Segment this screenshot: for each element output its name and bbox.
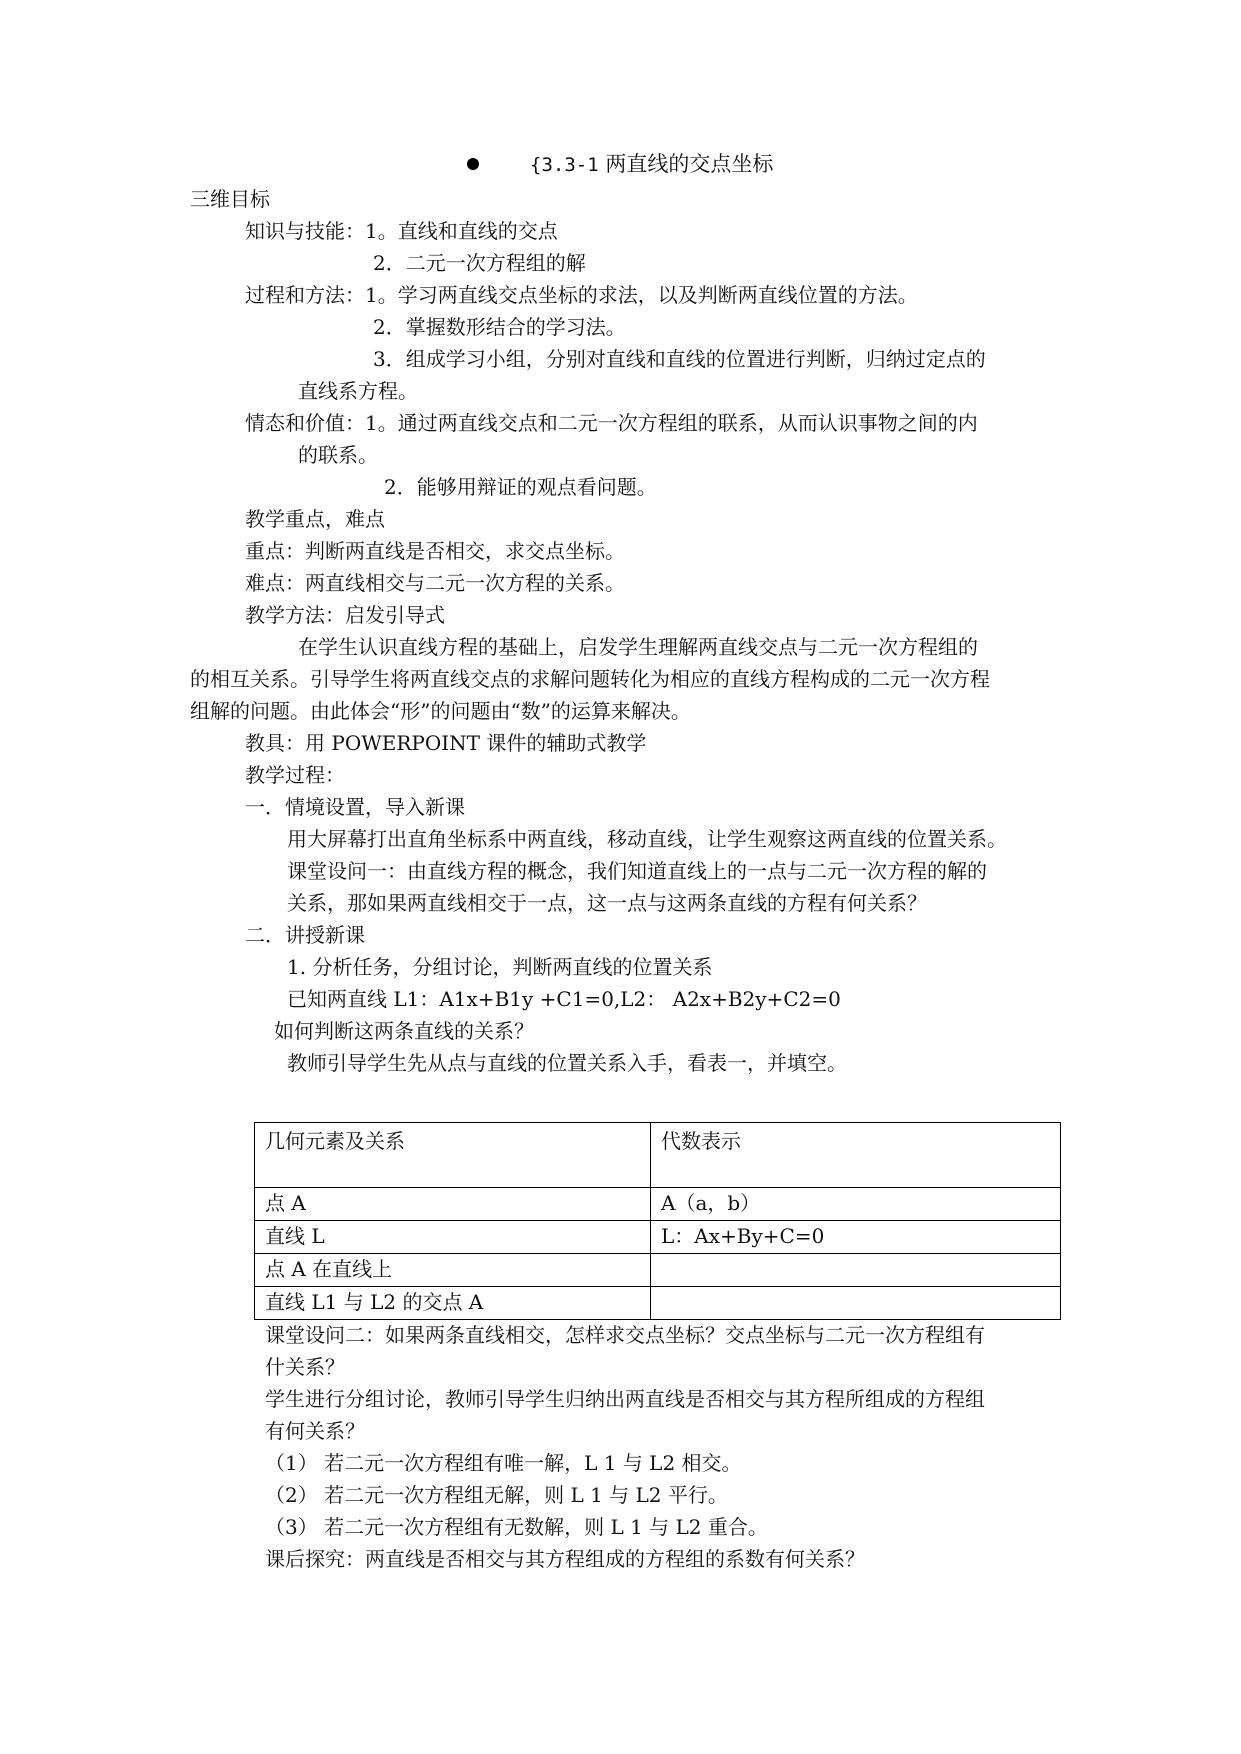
title-main: 两直线的交点坐标 bbox=[605, 152, 774, 176]
table-cell bbox=[651, 1254, 1061, 1287]
text-line: 情态和价值：1。通过两直线交点和二元一次方程组的联系，从而认识事物之间的内 bbox=[245, 411, 978, 435]
text-line: 2．能够用辩证的观点看问题。 bbox=[384, 475, 657, 499]
text-line: 教学方法：启发引导式 bbox=[245, 603, 445, 627]
text-line: 3．组成学习小组，分别对直线和直线的位置进行判断，归纳过定点的 bbox=[373, 347, 986, 371]
text-line: 如何判断这两条直线的关系？ bbox=[274, 1019, 534, 1043]
text-line: 已知两直线 L1：A1x+B1y +C1=0,L2： A2x+B2y+C2=0 bbox=[287, 987, 841, 1011]
text-line: 难点：两直线相交与二元一次方程的关系。 bbox=[245, 571, 625, 595]
table-header-cell: 代数表示 bbox=[651, 1123, 1061, 1188]
text-line: 1. 分析任务，分组讨论，判断两直线的位置关系 bbox=[287, 955, 713, 979]
text-line: 2．二元一次方程组的解 bbox=[373, 251, 586, 275]
text-line: 知识与技能：1。直线和直线的交点 bbox=[245, 219, 558, 243]
title-prefix: {3.3-1 bbox=[530, 154, 599, 176]
table-row bbox=[255, 1254, 1061, 1287]
text-line: 有何关系？ bbox=[265, 1419, 365, 1443]
table-cell: A（a，b） bbox=[651, 1188, 1061, 1221]
text-line: 重点：判断两直线是否相交，求交点坐标。 bbox=[245, 539, 625, 563]
text-line: 教师引导学生先从点与直线的位置关系入手，看表一，并填空。 bbox=[287, 1051, 847, 1075]
table-cell: 点 A 在直线上 bbox=[255, 1254, 651, 1287]
text-line: 关系，那如果两直线相交于一点，这一点与这两条直线的方程有何关系？ bbox=[287, 891, 927, 915]
table-row bbox=[255, 1188, 1061, 1221]
table-row bbox=[255, 1221, 1061, 1254]
text-line: 组解的问题。由此体会“形”的问题由“数”的运算来解决。 bbox=[190, 699, 691, 723]
table-header-row bbox=[255, 1123, 1061, 1188]
table-cell: 直线 L1 与 L2 的交点 A bbox=[255, 1287, 651, 1320]
bullet-icon bbox=[467, 158, 479, 170]
list-item: （3） 若二元一次方程组有无数解，则 L 1 与 L2 重合。 bbox=[265, 1515, 768, 1539]
table-row bbox=[255, 1287, 1061, 1320]
text-line: 课堂设问二：如果两条直线相交，怎样求交点坐标？交点坐标与二元一次方程组有 bbox=[265, 1323, 985, 1347]
text-line: 在学生认识直线方程的基础上，启发学生理解两直线交点与二元一次方程组的 bbox=[298, 635, 978, 659]
text-line: 什关系？ bbox=[265, 1355, 345, 1379]
list-item: （2） 若二元一次方程组无解，则 L 1 与 L2 平行。 bbox=[265, 1483, 728, 1507]
text-line: 一．情境设置，导入新课 bbox=[245, 795, 465, 819]
text-line: 用大屏幕打出直角坐标系中两直线，移动直线，让学生观察这两直线的位置关系。 bbox=[287, 827, 1007, 851]
text-line: 教具：用 POWERPOINT 课件的辅助式教学 bbox=[245, 731, 647, 755]
table-cell: 点 A bbox=[255, 1188, 651, 1221]
text-line: 过程和方法：1。学习两直线交点坐标的求法，以及判断两直线位置的方法。 bbox=[245, 283, 918, 307]
relation-table bbox=[254, 1122, 1061, 1320]
table-header-cell: 几何元素及关系 bbox=[255, 1123, 651, 1188]
text-line: 直线系方程。 bbox=[298, 379, 418, 403]
text-line: 的相互关系。引导学生将两直线交点的求解问题转化为相应的直线方程构成的二元一次方程 bbox=[190, 667, 990, 691]
section-heading: 三维目标 bbox=[190, 187, 270, 211]
text-line: 学生进行分组讨论，教师引导学生归纳出两直线是否相交与其方程所组成的方程组 bbox=[265, 1387, 985, 1411]
text-line: 课堂设问一：由直线方程的概念，我们知道直线上的一点与二元一次方程的解的 bbox=[287, 859, 987, 883]
text-line: 教学重点，难点 bbox=[245, 507, 385, 531]
list-item: （1） 若二元一次方程组有唯一解，L 1 与 L2 相交。 bbox=[265, 1451, 742, 1475]
text-line: 2．掌握数形结合的学习法。 bbox=[373, 315, 626, 339]
table-cell: 直线 L bbox=[255, 1221, 651, 1254]
text-line: 二．讲授新课 bbox=[245, 923, 365, 947]
text-line: 课后探究：两直线是否相交与其方程组成的方程组的系数有何关系？ bbox=[265, 1547, 865, 1571]
table-cell: L：Ax+By+C=0 bbox=[651, 1221, 1061, 1254]
page-title bbox=[530, 150, 773, 179]
table-cell bbox=[651, 1287, 1061, 1320]
text-line: 的联系。 bbox=[298, 443, 378, 467]
text-line: 教学过程： bbox=[245, 763, 345, 787]
